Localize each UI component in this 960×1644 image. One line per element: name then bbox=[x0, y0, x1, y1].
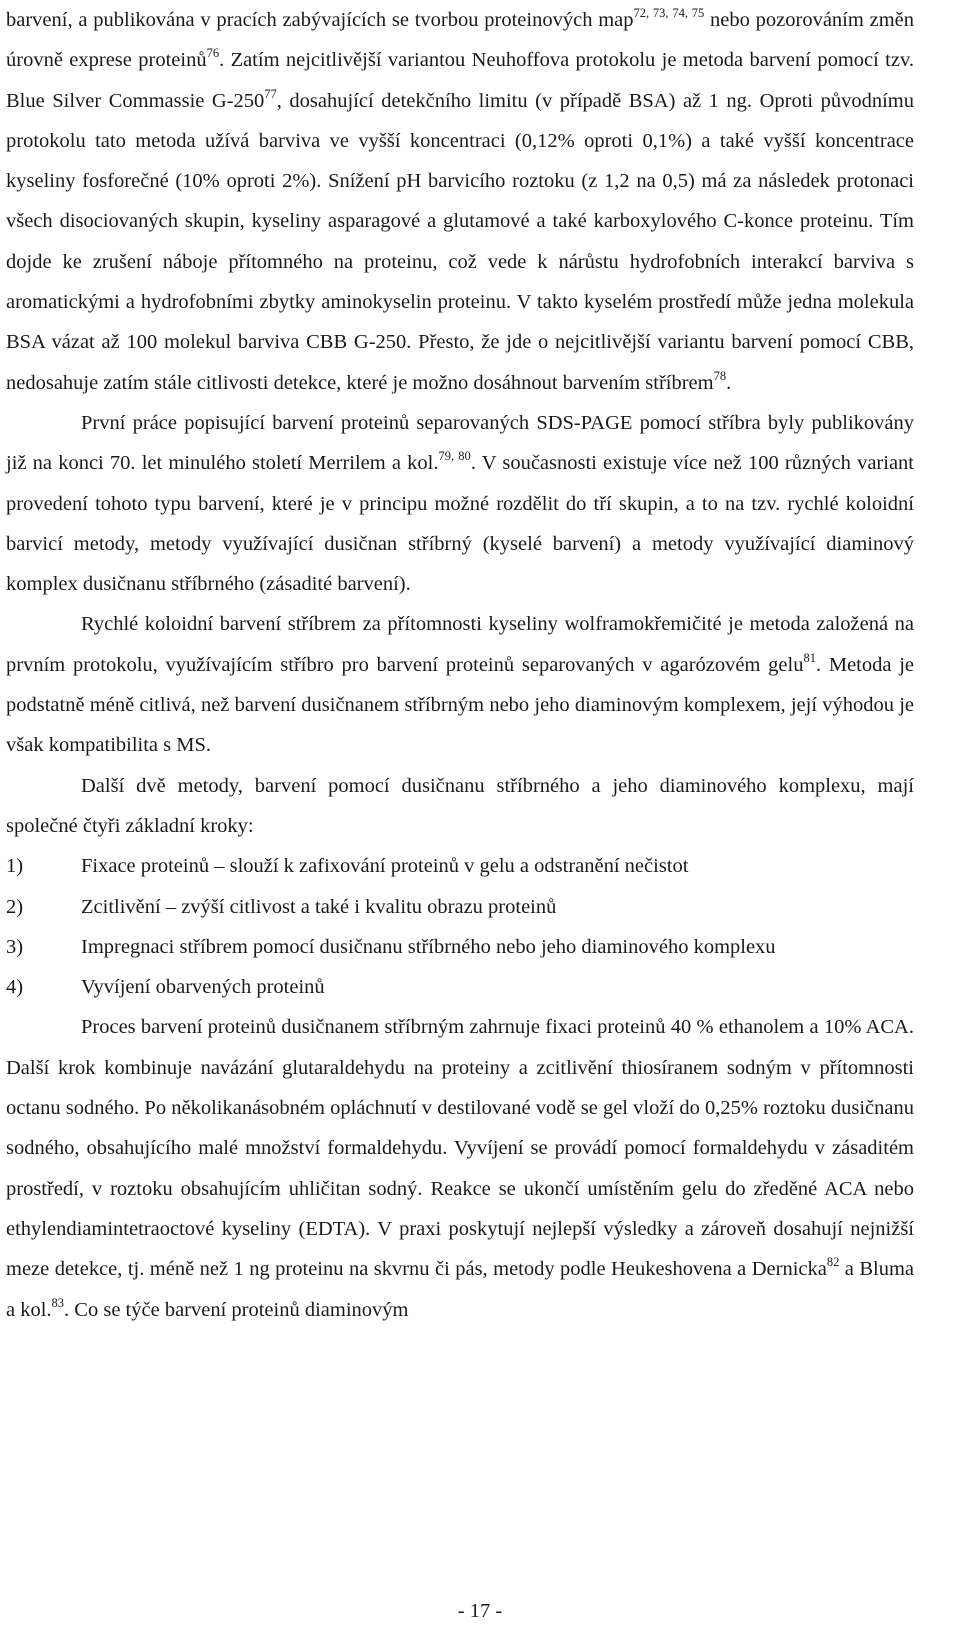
text-run: Proces barvení proteinů dusičnanem stříbrným zahrnuje fixaci proteinů 40 % ethanolem a 10% ACA. Další krok kombinuje navázání glutaraldehydu na proteiny a zcitlivění thiosíranem sodným v přítomnosti octanu sodného. Po několikanásobném opláchnutí v destilované vodě se gel vloží do 0,25% roztoku dusičnanu sodného, obsahujícího malé množství formaldehydu. Vyvíjení se provádí pomocí formaldehydu v zásaditém prostředí, v roztoku obsahujícím uhličitan sodný. Reakce se ukončí umístěním gelu do zředěné ACA nebo ethylendiamintetraoctové kyseliny (EDTA). V praxi poskytují nejlepší výsledky a zároveň dosahují nejnižší meze detekce, tj. méně než 1 ng proteinu na skvrnu či pás, metody podle Heukeshovena a Dernicka bbox=[6, 1016, 914, 1281]
citation-superscript: 82 bbox=[826, 1255, 840, 1270]
citation-superscript: 72, 73, 74, 75 bbox=[633, 6, 705, 20]
citation-superscript: 78 bbox=[713, 368, 727, 383]
paragraph-colloidal-silver bbox=[6, 604, 914, 765]
citation-superscript: 79, 80 bbox=[438, 449, 471, 464]
list-item bbox=[6, 927, 914, 967]
text-run: barvení, a publikována v pracích zabývajících se tvorbou proteinových map bbox=[6, 9, 634, 31]
text-run: . Metoda je podstatně méně citlivá, než barvení dusičnanem stříbrným nebo jeho diaminovým komplexem, její výhodou je však kompatibilita s MS. bbox=[6, 653, 914, 757]
page-number: - 17 - bbox=[457, 1600, 503, 1622]
text-run: a Bluma a kol. bbox=[6, 1258, 914, 1321]
citation-superscript: 77 bbox=[264, 86, 277, 101]
paragraph-common-steps bbox=[6, 766, 914, 847]
list-item bbox=[6, 887, 914, 927]
list-item-number: 1) bbox=[6, 855, 24, 878]
text-run: Rychlé koloidní barvení stříbrem za přítomnosti kyseliny wolframokřemičité je metoda založená na prvním protokolu, využívajícím stříbro pro barvení proteinů separovaných v agarózovém gelu bbox=[6, 613, 914, 676]
list-item bbox=[6, 846, 914, 886]
text-run: . Co se týče barvení proteinů diaminovým bbox=[64, 1298, 409, 1321]
list-item-text: Fixace proteinů – slouží k zafixování proteinů v gelu a odstranění nečistot bbox=[81, 855, 689, 878]
list-item-text: Zcitlivění – zvýší citlivost a také i kvalitu obrazu proteinů bbox=[81, 895, 557, 918]
steps-list bbox=[6, 846, 914, 1007]
text-run: , dosahující detekčního limitu (v případě BSA) až 1 ng. Oproti původnímu protokolu tato metoda užívá barviva ve vyšší koncentraci (0,12% oproti 0,1%) a také vyšší koncentrace kyseliny fosforečné (10% oproti 2%). Snížení pH barvicího roztoku (z 1,2 na 0,5) má za následek protonaci všech disociovaných skupin, kyseliny asparagové a glutamové a také karboxylového C-konce proteinu. Tím dojde ke zrušení náboje přítomného na proteinu, což vede k nárůstu hydrofobních interakcí barviva s aromatickými a hydrofobními zbytky aminokyselin proteinu. V takto kyselém prostředí může jedna molekula BSA vázat až 100 molekul barviva CBB G-250. Přesto, že jde o nejcitlivější variantu barvení pomocí CBB, nedosahuje zatím stále citlivosti detekce, které je možno dosáhnout barvením stříbrem bbox=[6, 89, 914, 394]
list-item-text: Impregnaci stříbrem pomocí dusičnanu stříbrného nebo jeho diaminového komplexu bbox=[81, 935, 776, 958]
list-item-number: 4) bbox=[6, 976, 24, 999]
text-run: . V současnosti existuje více než 100 různých variant provedení tohoto typu barvení, které je v principu možné rozdělit do tří skupin, a to na tzv. rychlé koloidní barvicí metody, metody využívající dusičnan stříbrný (kyselé barvení) a metody využívající diaminový komplex dusičnanu stříbrného (zásadité barvení). bbox=[6, 452, 914, 596]
list-item-number: 3) bbox=[6, 935, 24, 958]
citation-superscript: 81 bbox=[803, 650, 816, 665]
paragraph-silver-nitrate-process bbox=[6, 1007, 914, 1329]
paragraph-neuhoff-coomassie bbox=[6, 0, 914, 403]
text-run: . bbox=[726, 371, 732, 394]
list-item bbox=[6, 967, 914, 1007]
citation-superscript: 76 bbox=[206, 46, 220, 61]
text-run: nebo pozorováním změn úrovně exprese proteinů bbox=[6, 9, 914, 72]
list-item-number: 2) bbox=[6, 895, 24, 918]
text-run: Další dvě metody, barvení pomocí dusičnanu stříbrného a jeho diaminového komplexu, mají společné čtyři základní kroky: bbox=[6, 774, 914, 837]
document-page bbox=[6, 0, 914, 1330]
text-run: . Zatím nejcitlivější variantou Neuhoffova protokolu je metoda barvení pomocí tzv. Blue Silver Commassie G-250 bbox=[6, 49, 915, 112]
paragraph-silver-staining-intro bbox=[6, 403, 914, 604]
text-run: První práce popisující barvení proteinů separovaných SDS-PAGE pomocí stříbra byly publikovány již na konci 70. let minulého století Merrilem a kol. bbox=[6, 411, 914, 475]
list-item-text: Vyvíjení obarvených proteinů bbox=[81, 976, 325, 999]
citation-superscript: 83 bbox=[51, 1295, 65, 1310]
